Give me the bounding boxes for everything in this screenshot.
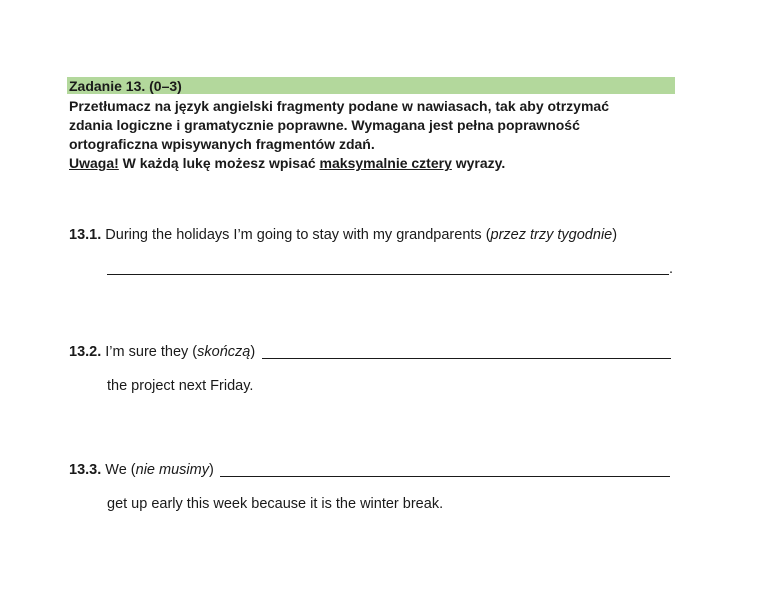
note-label: Uwaga! <box>69 155 119 171</box>
answer-blank-13-2[interactable] <box>262 358 671 359</box>
item-13-3 <box>69 461 214 479</box>
item-number: 13.2. <box>69 344 102 360</box>
item-hint: nie musimy <box>135 462 209 478</box>
note-emphasis: maksymalnie cztery <box>319 155 452 171</box>
instruction-note <box>69 154 679 173</box>
task-title: Zadanie 13. (0–3) <box>69 78 182 94</box>
answer-blank-13-1[interactable] <box>107 274 669 275</box>
item-text: I’m sure they ( <box>101 344 198 360</box>
item-number: 13.3. <box>69 462 102 478</box>
item-hint: skończą <box>197 344 251 360</box>
item-text: During the holidays I’m going to stay with my grandparents ( <box>101 227 491 243</box>
note-text-before: W każdą lukę możesz wpisać <box>118 155 320 171</box>
item-hint: przez trzy tygodnie <box>490 227 613 243</box>
answer-blank-13-3[interactable] <box>220 476 670 477</box>
item-close-paren: ) <box>612 227 618 243</box>
item-continuation: the project next Friday. <box>107 378 254 394</box>
instruction-line: zdania logiczne i gramatycznie poprawne. Wymagana jest pełna poprawność <box>69 117 580 133</box>
item-13-1 <box>69 226 617 244</box>
end-punctuation: . <box>669 261 674 277</box>
item-13-2 <box>69 343 255 361</box>
instruction-line: Przetłumacz na język angielski fragmenty podane w nawiasach, tak aby otrzymać <box>69 98 609 114</box>
task-instructions <box>69 97 679 173</box>
item-text: We ( <box>101 462 136 478</box>
item-close-paren: ) <box>208 462 214 478</box>
item-close-paren: ) <box>250 344 256 360</box>
item-number: 13.1. <box>69 227 102 243</box>
item-continuation: get up early this week because it is the winter break. <box>107 496 444 512</box>
note-text-after: wyrazy. <box>451 155 506 171</box>
instruction-line: ortograficzna wpisywanych fragmentów zdań. <box>69 136 375 152</box>
